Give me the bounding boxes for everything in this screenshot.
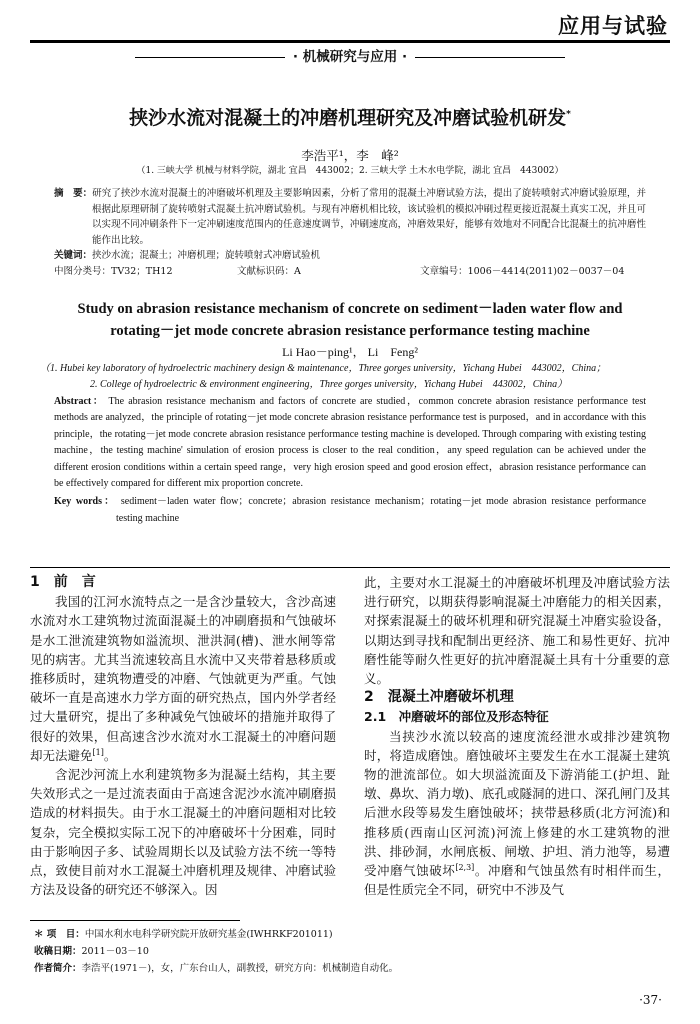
keywords-cn: [54, 248, 646, 264]
body-column-left: [30, 573, 336, 899]
sec1-p1-text: 我国的江河水流特点之一是含沙量较大，含沙高速水流对水工建筑物过流面混凝土的冲刷磨损和气蚀破坏是水工泄流建筑物如溢流坝、泄洪洞(槽)、泄水闸等常见的病害。尤其当流速较高且水流中又夹带着悬移质或推移质时，建筑物遭受的冲磨、气蚀就更为严重。气蚀破坏一直是高速水力学方面的研究热点，国内外学者经过大量研究，提出了多种减免气蚀破坏的措施并取得了很好的效果，但高速含沙水流对水工混凝土的冲磨问题却无法避免: [30, 594, 336, 763]
keywords-cn-label: 关键词：: [54, 250, 93, 262]
title-en-line-2: rotating－jet mode concrete abrasion resistance performance testing machine: [110, 323, 590, 339]
section-1-heading: 1 前 言: [30, 574, 96, 590]
affiliations-cn: （1. 三峡大学 机械与材料学院，湖北 宜昌 443002；2. 三峡大学 土木水电学院，湖北 宜昌 443002）: [136, 166, 564, 176]
section-name: 机械研究与应用: [302, 49, 398, 65]
author-bio-label: 作者简介：: [34, 963, 82, 974]
abstract-cn-text: 研究了挟沙水流对混凝土的冲磨破坏机理及主要影响因素，分析了常用的混凝土冲磨试验方法，提出了旋转喷射式冲磨试验原理，并根据此原理研制了旋转喷射式混凝土抗冲磨试验机。与现有冲磨机相比较，该试验机的模拟冲刷过程更接近混凝土真实工况，并且可以实现不同冲刷条件下一定冲刷速度范围内的任意速度调节，冲刷速度高，冲磨效果好，能够有效地对不同配合比混凝土的抗冲磨性能作出比较。: [92, 188, 646, 246]
sec21-p1-text: 当挟沙水流以较高的速度流经泄水或排沙建筑物时，将造成磨蚀。磨蚀破坏主要发生在水工混凝土建筑物的泄流部位。如大坝溢流面及下游消能工(护坦、趾墩、鼻坎、消力墩)、底孔或隧洞的进口、深孔闸门及其后泄水段等易发生磨蚀破坏；挟带悬移质(北方河流)和推移质(西南山区河流)河流上修建的水工建筑物的泄洪、排砂洞，水闸底板、闸墩、护坦、消力池等，易遭受冲磨气蚀破坏: [364, 728, 670, 879]
keywords-en-text: sediment－laden water flow；concrete；abrasion resistance mechanism；rotating－jet mode abrasion resistance performance testing machine: [116, 496, 647, 524]
document-code: 文献标识码：A: [237, 265, 301, 277]
funding-label: ＊ 项 目：: [34, 929, 85, 940]
header-rule: [30, 40, 670, 43]
received-date-label: 收稿日期：: [34, 946, 82, 957]
section-2-1-heading: 2.1 冲磨破坏的部位及形态特征: [364, 709, 549, 725]
article-title-cn: [30, 103, 670, 130]
article-number: 文章编号：1006－4414(2011)02－0037－04: [420, 265, 625, 277]
keywords-en: [54, 494, 646, 527]
abstract-en-block: [54, 394, 646, 527]
citation: [1]: [92, 747, 104, 757]
abstract-en-label: Abstract：: [54, 396, 105, 407]
journal-column-badge: 应用与试验: [558, 14, 668, 38]
section-label: · 机械研究与应用 ·: [0, 45, 700, 65]
paragraph: 含泥沙河流上水利建筑物多为混凝土结构，其主要失效形式之一是过流表面由于高速含泥沙水流冲刷磨损造成的材料损失。由于水工混凝土的冲磨问题相对比较复杂，完全模拟实际工况下的冲磨破坏十分困难，同时由于影响因子多、试验周期长以及试验方法不统一等特点，致使目前对水工混凝土冲磨机理及规律、冲磨试验方法及设备的研究还不够深入。因: [30, 767, 336, 898]
affiliation-en-2: 2. College of hydroelectric & environment engineering，Three gorges university，Yichang Hubei 443002，China）: [90, 379, 568, 390]
abstract-cn-label: 摘 要：: [54, 188, 93, 199]
article-title-en: [40, 298, 660, 342]
footnote-rule: [30, 920, 240, 921]
author-bio-text: 李浩平(1971－)，女，广东台山人，副教授，研究方向：机械制造自动化。: [81, 963, 399, 974]
abstract-divider: [30, 567, 670, 568]
authors-en: Li Hao－ping¹， Li Feng²: [282, 345, 418, 359]
section-2-heading: 2 混凝土冲磨破坏机理: [364, 689, 514, 706]
keywords-cn-text: 挟沙水流；混凝土；冲磨机理；旋转喷射式冲磨试验机: [92, 250, 321, 262]
title-cn-text: 挟沙水流对混凝土的冲磨机理研究及冲磨试验机研发: [129, 107, 567, 129]
section-rule-left: [135, 57, 285, 58]
paragraph: [30, 592, 336, 765]
paragraph: [364, 727, 670, 900]
clc-number: 中图分类号：TV32；TH12: [54, 265, 173, 277]
citation: [2,3]: [455, 862, 475, 872]
body-column-right: [364, 573, 670, 899]
classification-row: [54, 264, 646, 280]
abstract-en-text: The abrasion resistance mechanism and factors of concrete are studied，common concrete abrasion resistance performance test methods are analyzed，the principle of rotating－jet mode concrete abrasion resistance performance test is purposed，and in accordance with this principle，the rotating－jet mode concrete abrasion resistance performance testing machine is developed. Through comparing with existing testing machine，the testing machine' simulation of erosion process is closer to the real condition，any speed regulation can be achieved under the different erosion conditions within a certain speed range，very high erosion speed and good erosion effect，abrasion resistance performance can be effectively compared for different mix proportion concrete.: [54, 396, 646, 490]
received-date-note: [34, 943, 398, 960]
received-date-text: 2011－03－10: [81, 946, 149, 957]
sec1-p1-end: 。: [103, 747, 117, 763]
abstract-en: [54, 394, 646, 492]
title-en-line-1: Study on abrasion resistance mechanism of concrete on sediment－laden water flow and: [77, 301, 623, 317]
author-bio-note: [34, 960, 398, 977]
authors-cn: 李浩平¹，李 峰²: [301, 148, 399, 163]
funding-note: [34, 926, 398, 943]
page-number: ·37·: [639, 993, 662, 1007]
paragraph: 此，主要对水工混凝土的冲磨破坏机理及冲磨试验方法进行研究，以期获得影响混凝土冲磨能力的相关因素，对探索混凝土的破坏机理和研究混凝土冲磨实验设备，以期达到寻找和配制出更经济、施工和易性更好、抗冲磨性能等耐久性更好的抗冲磨混凝土具有十分重要的意义。: [364, 575, 670, 687]
funding-text: 中国水利水电科学研究院开放研究基金(IWHRKF201011): [84, 929, 333, 940]
affiliations-en: [40, 361, 670, 393]
title-footnote-marker: *: [566, 109, 571, 120]
sec21-p1-end: 。冲磨和气蚀虽然有时相伴而生，但是性质完全不同，研究中不涉及气: [364, 863, 670, 898]
section-rule-right: [415, 57, 565, 58]
abstract-cn-block: [54, 186, 646, 280]
affiliation-en-1: （1. Hubei key laboratory of hydroelectric machinery design & maintenance，Three gorges university，Yichang Hubei 443002，China；: [40, 363, 607, 374]
abstract-cn: [54, 186, 646, 248]
footnotes: [34, 926, 398, 977]
keywords-en-label: Key words：: [54, 496, 117, 508]
